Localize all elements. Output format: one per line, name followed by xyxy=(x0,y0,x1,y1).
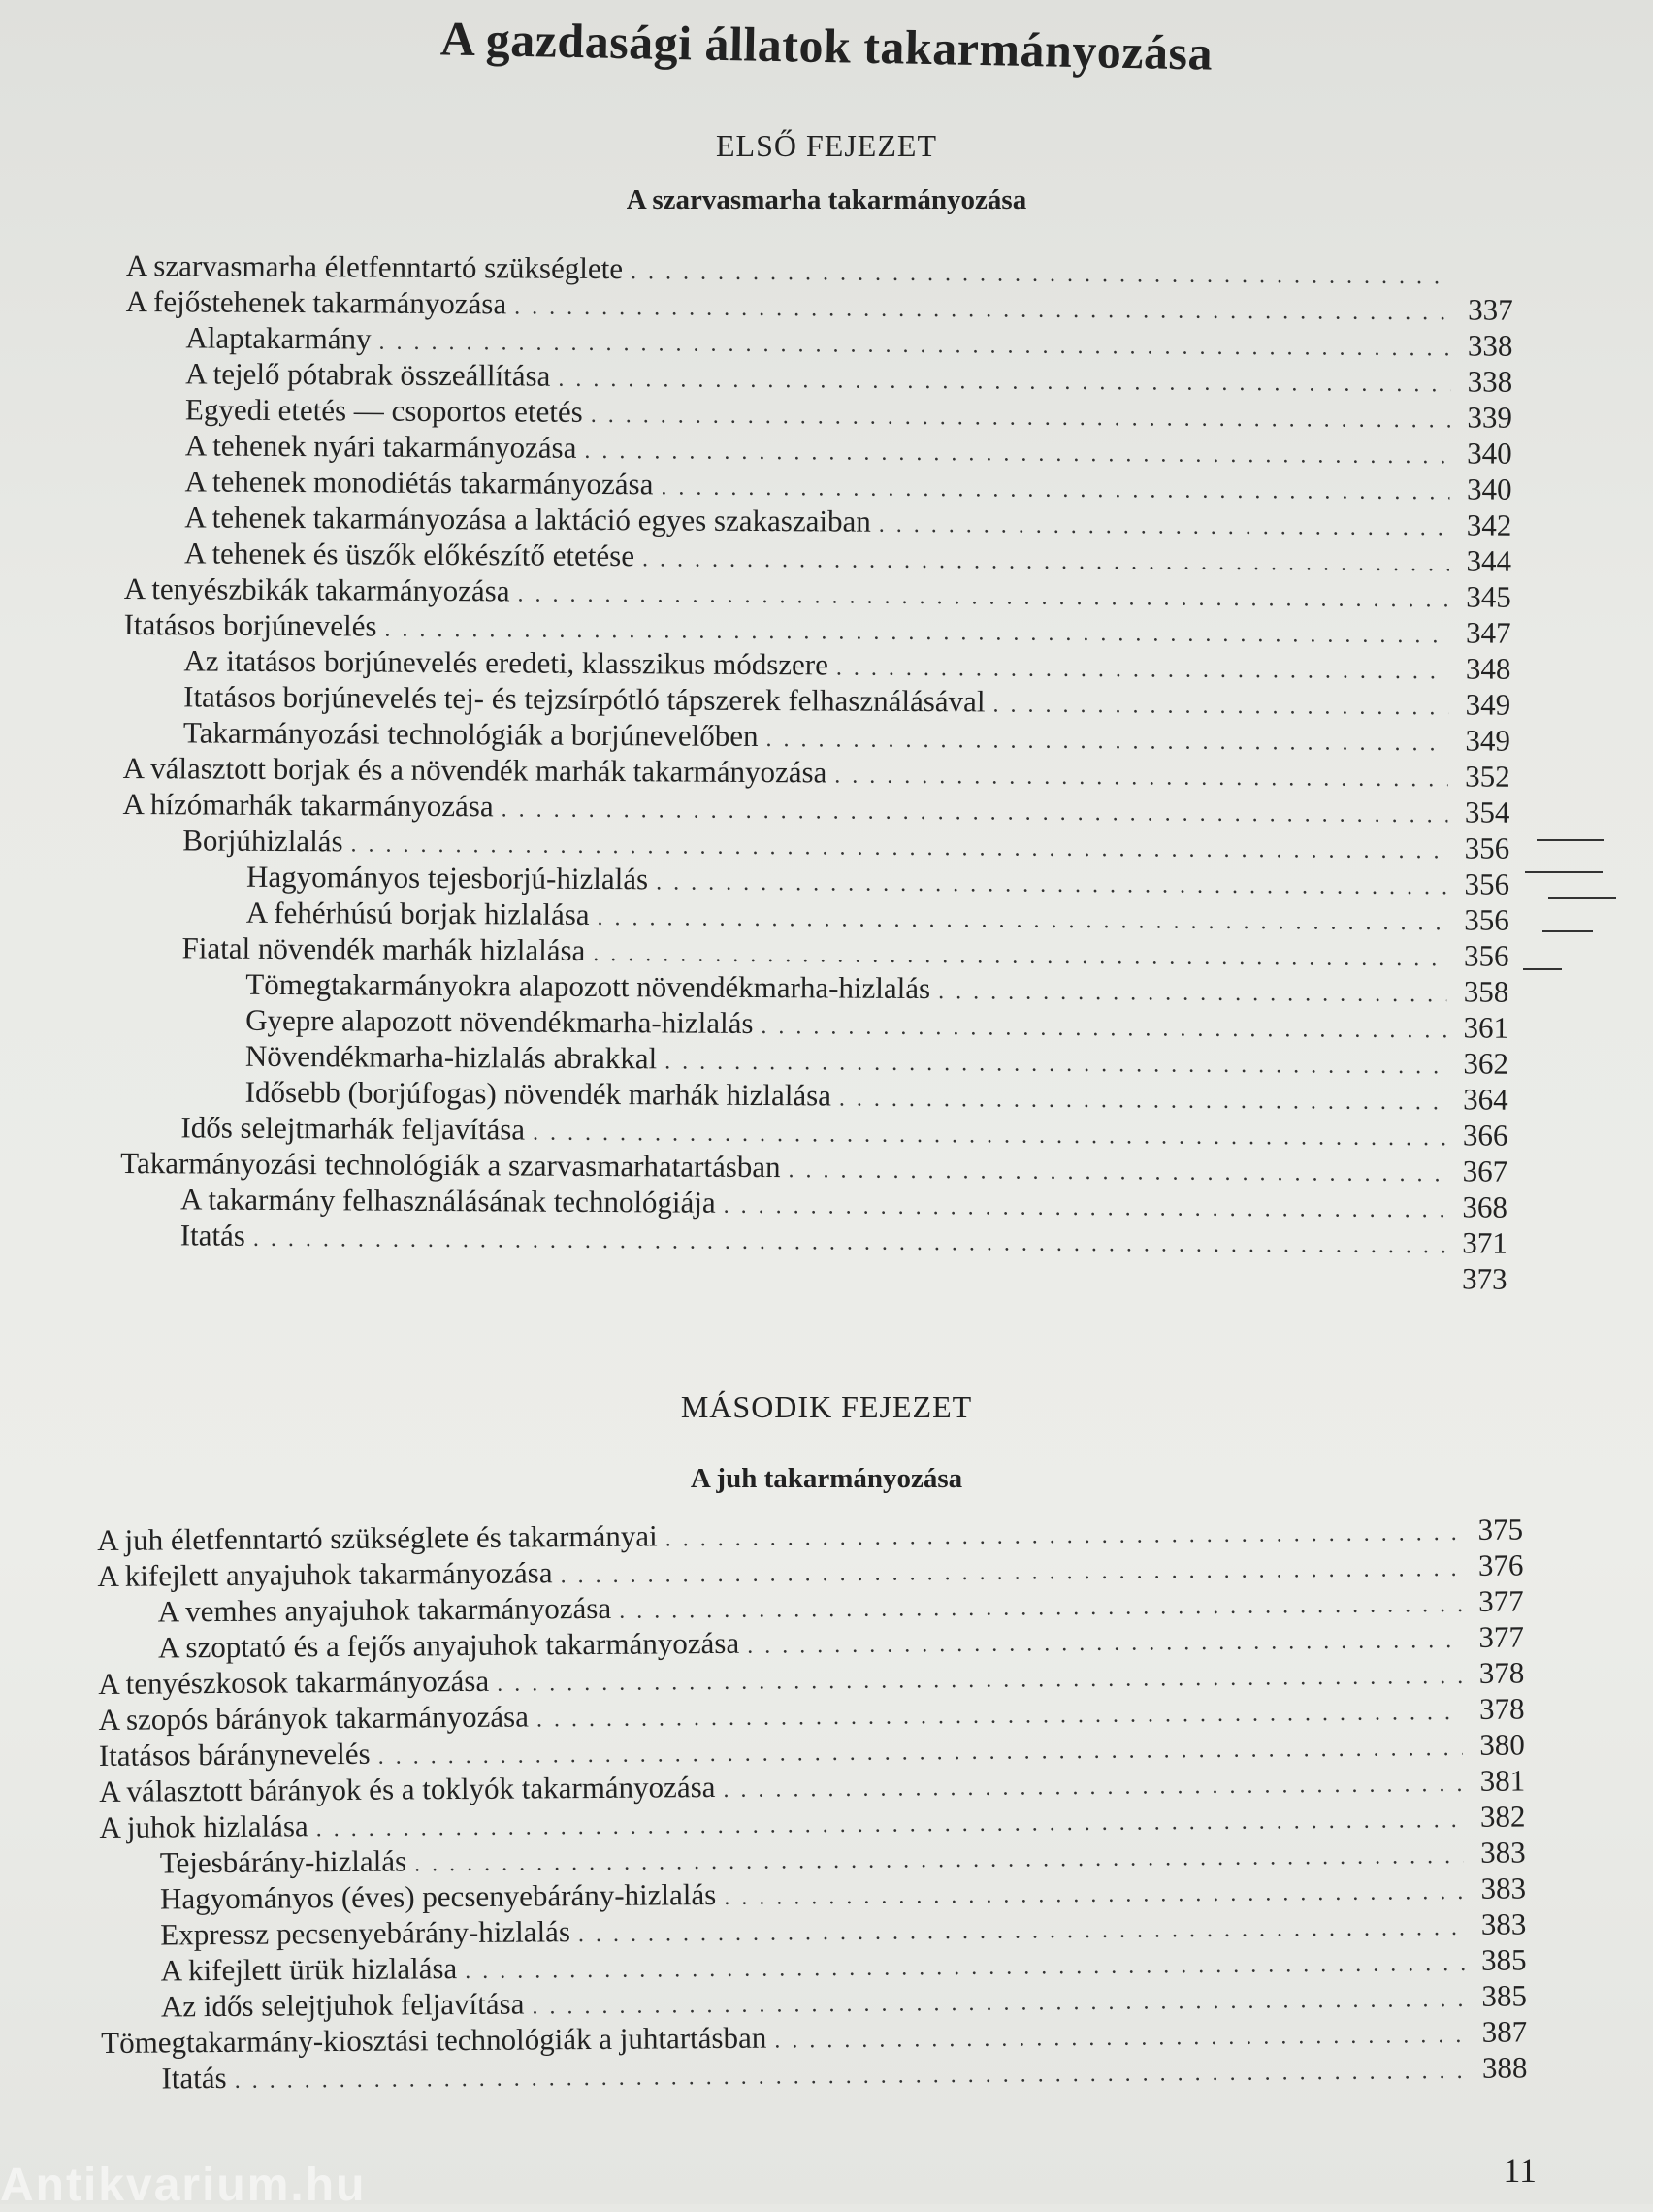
dot-leader xyxy=(631,259,1451,290)
toc-entry-page: 340 xyxy=(1458,436,1512,471)
toc-entry-title: A tenyészkosok takarmányozása xyxy=(98,1664,489,1702)
dot-leader xyxy=(578,1915,1465,1948)
toc-entry-page: 385 xyxy=(1473,1978,1527,2013)
dot-leader xyxy=(836,655,1449,685)
toc-entry-page: 338 xyxy=(1458,364,1512,399)
toc-entry-page: 371 xyxy=(1453,1225,1507,1260)
chapter-2-heading: MÁSODIK FEJEZET xyxy=(0,1389,1653,1425)
toc-entry-page: 381 xyxy=(1471,1763,1525,1798)
dot-leader xyxy=(834,763,1448,793)
dot-leader xyxy=(619,1592,1462,1625)
toc-entry-page: 342 xyxy=(1457,507,1511,542)
dot-leader xyxy=(591,403,1450,434)
toc-entry-page: 385 xyxy=(1472,1942,1526,1977)
dot-leader xyxy=(558,367,1450,399)
dot-leader xyxy=(723,1772,1463,1804)
toc-entry-title: Idősebb (borjúfogas) növendék marhák hizlalása xyxy=(245,1075,832,1114)
toc-entry-page: 356 xyxy=(1454,938,1508,973)
toc-entry-page: 364 xyxy=(1454,1082,1508,1117)
toc-entry-page: 382 xyxy=(1471,1799,1525,1834)
chapter-1-heading: ELSŐ FEJEZET xyxy=(0,128,1653,164)
toc-entry-page: 356 xyxy=(1455,902,1509,937)
dot-leader xyxy=(938,979,1446,1008)
toc-entry-page: 358 xyxy=(1454,974,1508,1009)
toc-entry-page: 349 xyxy=(1456,687,1510,722)
toc-entry-page: 354 xyxy=(1455,795,1509,830)
pencil-margin-marks xyxy=(1523,830,1620,985)
toc-entry-title: Tejesbárány-hizlalás xyxy=(160,1844,407,1881)
pencil-mark xyxy=(1548,897,1616,899)
dot-leader xyxy=(378,330,1450,363)
dot-leader xyxy=(533,1121,1446,1153)
book-title: A gazdasági állatok takarmányozása xyxy=(0,2,1653,90)
toc-entry-page: 339 xyxy=(1458,400,1512,435)
toc-entry-title: A juhok hizlalása xyxy=(99,1808,308,1845)
pencil-mark xyxy=(1523,968,1562,970)
dot-leader xyxy=(839,1087,1446,1117)
dot-leader xyxy=(747,1628,1462,1660)
toc-entry-page: 362 xyxy=(1454,1046,1508,1081)
toc-entry-page: 377 xyxy=(1470,1583,1524,1618)
toc-entry-page: 348 xyxy=(1456,651,1510,686)
toc-entry-title: Hagyományos (éves) pecsenyebárány-hizlalás xyxy=(160,1877,717,1917)
toc-entry-page: 352 xyxy=(1456,759,1510,794)
dot-leader xyxy=(661,474,1449,505)
toc-entry-page: 338 xyxy=(1458,328,1512,363)
dot-leader xyxy=(664,1049,1446,1080)
toc-entry-title: Expressz pecsenyebárány-hizlalás xyxy=(160,1914,570,1952)
toc-chapter-1 xyxy=(119,248,1513,1298)
pencil-mark xyxy=(1537,839,1604,841)
toc-entry-title: Itatásos borjúnevelés tej- és tejzsírpótló tápszerek felhasználásával xyxy=(183,679,986,719)
toc-entry-title: Az idős selejtjuhok feljavítása xyxy=(161,1987,525,2025)
dot-leader xyxy=(789,1157,1446,1187)
toc-entry-title: A választott borjak és a növendék marhák takarmányozása xyxy=(123,751,827,790)
toc-entry-title: A tehenek takarmányozása a laktáció egyes szakaszaiban xyxy=(184,500,871,538)
dot-leader xyxy=(774,2023,1465,2055)
toc-entry-title: A kifejlett anyajuhok takarmányozása xyxy=(97,1555,552,1594)
dot-leader xyxy=(642,546,1449,577)
dot-leader xyxy=(724,1193,1445,1224)
toc-entry-page: 383 xyxy=(1472,1870,1526,1905)
toc-entry-page: 376 xyxy=(1469,1547,1523,1582)
toc-entry-page: 347 xyxy=(1456,615,1510,650)
dot-leader xyxy=(665,1520,1462,1552)
toc-entry-page: 344 xyxy=(1457,543,1511,578)
toc-trailing-page: 373 xyxy=(1452,1261,1507,1296)
chapter-1-subtitle: A szarvasmarha takarmányozása xyxy=(0,184,1653,216)
dot-leader xyxy=(584,439,1449,470)
toc-chapter-2 xyxy=(97,1512,1528,2098)
toc-entry-page: 356 xyxy=(1455,830,1509,865)
dot-leader xyxy=(350,831,1447,864)
dot-leader xyxy=(593,941,1446,972)
toc-entry-title: A kifejlett ürük hizlalása xyxy=(160,1951,457,1988)
toc-entry-title: A tehenek monodiétás takarmányozása xyxy=(184,464,653,502)
toc-entry-title: A tehenek és üszők előkészítő etetése xyxy=(184,536,634,573)
dot-leader xyxy=(724,1879,1464,1911)
toc-entry-title: A hízómarhák takarmányozása xyxy=(122,787,493,824)
toc-entry-title: Tömegtakarmányokra alapozott növendékmarha-hizlalás xyxy=(245,967,930,1006)
toc-entry-page: 378 xyxy=(1470,1655,1524,1690)
toc-entry-title: Itatásos báránynevelés xyxy=(99,1737,371,1773)
toc-entry-page: 367 xyxy=(1453,1154,1507,1188)
toc-entry-page: 345 xyxy=(1457,579,1511,614)
toc-entry-title: Itatás xyxy=(180,1218,245,1252)
dot-leader xyxy=(992,692,1448,721)
dot-leader xyxy=(517,581,1448,613)
toc-entry-title: A fehérhúsú borjak hizlalása xyxy=(246,895,590,932)
toc-entry-page: 388 xyxy=(1473,2050,1527,2085)
page-number: 11 xyxy=(1503,2150,1537,2191)
dot-leader xyxy=(514,294,1451,326)
dot-leader xyxy=(598,905,1447,936)
toc-entry-title: A szarvasmarha életfenntartó szükséglete xyxy=(126,248,623,286)
dot-leader xyxy=(765,727,1448,757)
dot-leader xyxy=(502,797,1448,829)
toc-entry-title: Tömegtakarmány-kiosztási technológiák a juhtartásban xyxy=(101,2021,766,2061)
toc-entry-title: Takarmányozási technológiák a borjúnevelőben xyxy=(183,715,759,754)
toc-entry-title: Itatásos borjúnevelés xyxy=(124,607,377,644)
toc-entry-title: A tejelő pótabrak összeállítása xyxy=(185,356,550,393)
toc-entry-page: 356 xyxy=(1455,866,1509,901)
toc-entry-page: 380 xyxy=(1471,1727,1525,1762)
toc-entry-title: A juh életfenntartó szükséglete és takarmányai xyxy=(97,1518,658,1558)
toc-entry-title: Az itatásos borjúnevelés eredeti, klasszikus módszere xyxy=(183,643,828,682)
watermark-logo: Antikvarium.hu xyxy=(0,2159,366,2212)
toc-entry-page: 383 xyxy=(1472,1835,1526,1870)
toc-entry-title: A tehenek nyári takarmányozása xyxy=(185,428,577,465)
toc-entry-page: 361 xyxy=(1454,1010,1508,1045)
toc-entry-page: 375 xyxy=(1469,1512,1523,1546)
dot-leader xyxy=(761,1014,1446,1044)
toc-entry-page: 377 xyxy=(1470,1619,1524,1654)
toc-entry-page: 368 xyxy=(1453,1189,1507,1224)
toc-entry-title: Hagyományos tejesborjú-hizlalás xyxy=(246,860,648,897)
pencil-mark xyxy=(1525,871,1603,873)
toc-entry-title: Alaptakarmány xyxy=(185,320,371,356)
toc-entry-title: Idős selejtmarhák feljavítása xyxy=(180,1110,525,1147)
toc-entry-title: A takarmány felhasználásának technológiája xyxy=(180,1182,716,1220)
toc-entry-page: 337 xyxy=(1459,292,1513,327)
toc-entry-title: Növendékmarha-hizlalás abrakkal xyxy=(245,1039,658,1077)
toc-entry-page: 383 xyxy=(1472,1906,1526,1941)
toc-entry-title: A tenyészbikák takarmányozása xyxy=(124,571,510,608)
toc-entry-page: 378 xyxy=(1470,1691,1524,1726)
toc-entry-title: A vemhes anyajuhok takarmányozása xyxy=(158,1591,612,1630)
toc-entry-title: Borjúhizlalás xyxy=(182,823,343,859)
toc-entry-title: Egyedi etetés — csoportos etetés xyxy=(185,392,583,430)
toc-entry-page: 387 xyxy=(1473,2014,1527,2049)
dot-leader xyxy=(656,869,1447,900)
toc-entry-title: Takarmányozási technológiák a szarvasmarhatartásban xyxy=(120,1146,781,1185)
toc-entry-title: A fejőstehenek takarmányozása xyxy=(126,284,507,321)
chapter-2-subtitle: A juh takarmányozása xyxy=(0,1463,1653,1495)
dot-leader xyxy=(879,512,1450,542)
toc-entry-title: A szoptató és a fejős anyajuhok takarmányozása xyxy=(158,1626,739,1666)
pencil-mark xyxy=(1542,930,1593,932)
toc-entry-title: A szopós bárányok takarmányozása xyxy=(98,1700,529,1738)
toc-entry-title: Itatás xyxy=(161,2061,226,2097)
toc-entry-title: Fiatal növendék marhák hizlalása xyxy=(181,930,585,968)
toc-trailing-row xyxy=(119,1253,1507,1298)
toc-entry-title: A választott bárányok és a toklyók takarmányozása xyxy=(99,1770,716,1809)
toc-entry-title: Gyepre alapozott növendékmarha-hizlalás xyxy=(245,1003,754,1041)
dot-leader xyxy=(235,2059,1466,2095)
toc-entry-page: 349 xyxy=(1456,723,1510,758)
toc-entry-page: 366 xyxy=(1453,1118,1507,1153)
dot-leader xyxy=(384,617,1448,650)
toc-entry-page: 340 xyxy=(1457,472,1511,506)
